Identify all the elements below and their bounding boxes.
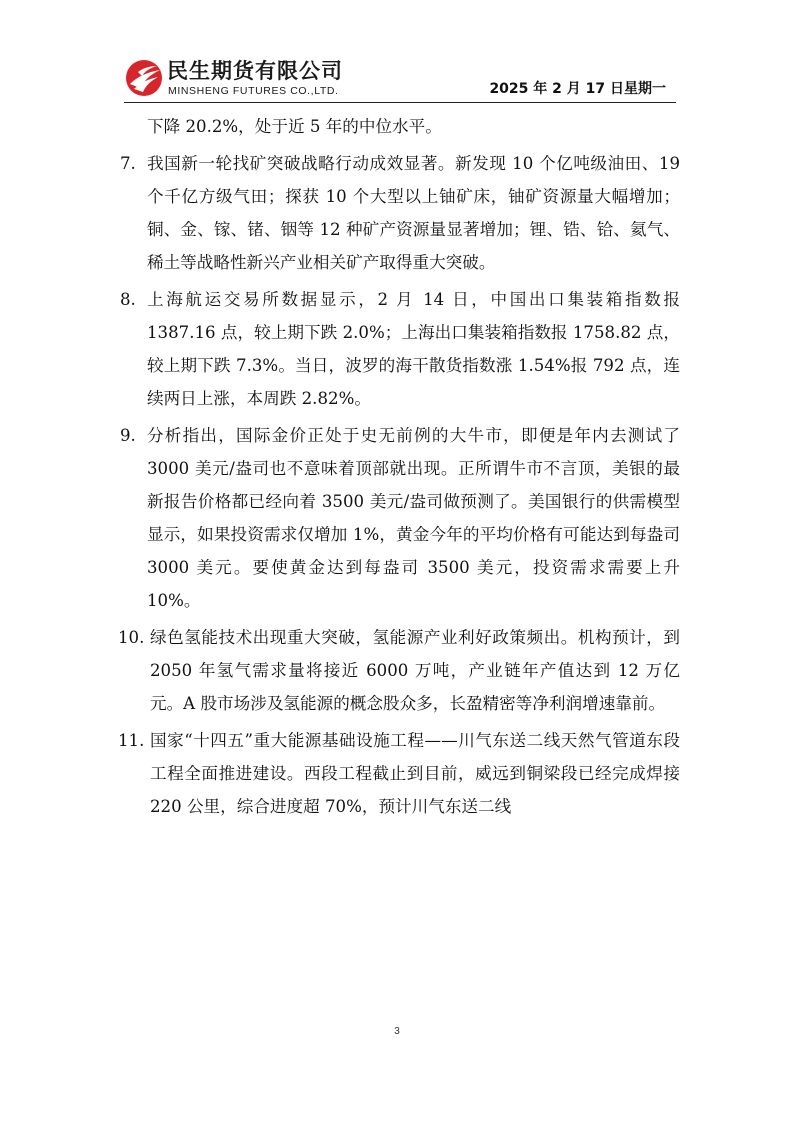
list-item-number: 7. — [120, 154, 136, 173]
list-item — [120, 147, 680, 279]
page-number: 3 — [394, 1026, 400, 1037]
list-item-number: 8. — [120, 290, 136, 309]
company-logo — [124, 56, 364, 102]
list-item-text: 我国新一轮找矿突破战略行动成效显著。新发现 10 个亿吨级油田、19 个千亿方级气田；探获 10 个大型以上铀矿床，铀矿资源量大幅增加；铜、金、镓、锗、铟等 12 种矿产资源量显著增加；锂、锆、铪、氦气、稀土等战略性新兴产业相关矿产取得重大突破。 — [147, 154, 680, 272]
list-item-text: 国家“十四五”重大能源基础设施工程——川气东送二线天然气管道东段工程全面推进建设。西段工程截止到目前，威远到铜梁段已经完成焊接 220 公里，综合进度超 70%，预计川气东送二线 — [150, 731, 680, 816]
list-item — [120, 419, 680, 617]
list-item-text: 绿色氢能技术出现重大突破，氢能源产业利好政策频出。机构预计，到 2050 年氢气需求量将接近 6000 万吨，产业链年产值达到 12 万亿元。A 股市场涉及氢能源的概念股众多，长盈精密等净利润增速靠前。 — [150, 628, 680, 713]
company-name-cn: 民生期货有限公司 — [167, 59, 343, 83]
header-divider — [124, 102, 676, 103]
list-item-text: 分析指出，国际金价正处于史无前例的大牛市，即便是年内去测试了 3000 美元/盎司也不意味着顶部就出现。正所谓牛市不言顶，美银的最新报告价格都已经向着 3500 美元/盎司做预测了。美国银行的供需模型显示，如果投资需求仅增加 1%，黄金今年的平均价格有可能达到每盎司 3000 美元。要使黄金达到每盎司 3500 美元，投资需求需要上升 10%。 — [147, 426, 680, 610]
list-item-number: 11. — [118, 731, 145, 750]
list-item-number: 10. — [118, 628, 145, 647]
document-body — [120, 110, 680, 823]
report-date: 2025 年 2 月 17 日星期一 — [489, 81, 666, 97]
list-item — [120, 621, 680, 720]
list-item-number: 9. — [120, 426, 136, 445]
company-name-en: MINSHENG FUTURES CO.,LTD. — [168, 85, 339, 97]
page-header — [124, 52, 676, 104]
list-item — [120, 724, 680, 823]
minsheng-logo-icon — [124, 58, 164, 98]
list-item — [120, 283, 680, 415]
continuation-paragraph: 下降 20.2%，处于近 5 年的中位水平。 — [147, 117, 442, 136]
list-item-text: 上海航运交易所数据显示，2 月 14 日，中国出口集装箱指数报 1387.16 点，较上期下跌 2.0%；上海出口集装箱指数报 1758.82 点，较上期下跌 7.3%。当日，波罗的海干散货指数涨 1.54%报 792 点，连续两日上涨，本周跌 2.82%。 — [147, 290, 680, 408]
